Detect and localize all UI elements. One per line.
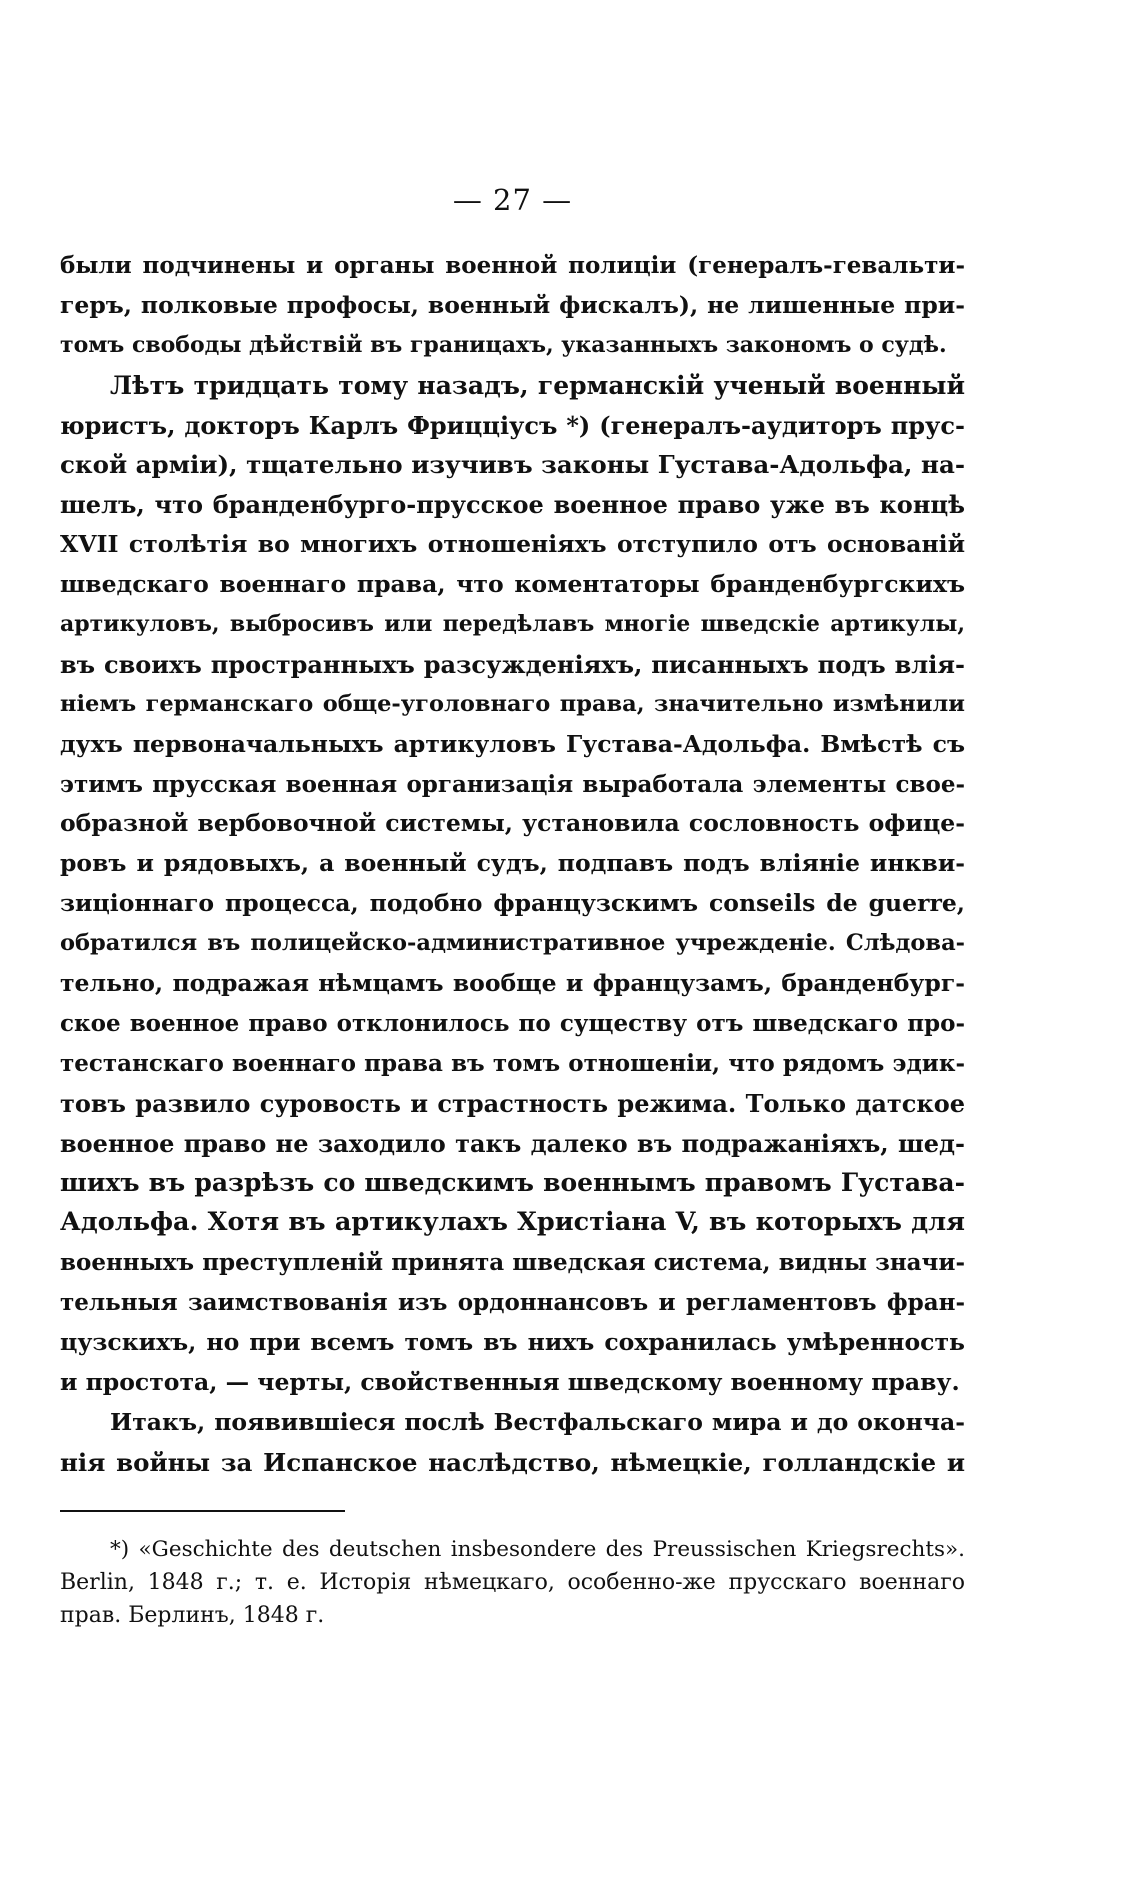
text-line: геръ, полковые профосы, военный фискалъ), не лишенные при- xyxy=(60,290,965,319)
text-line: Адольфа. Хотя въ артикулахъ Христіана V, въ которыхъ для xyxy=(60,1207,965,1238)
text-line: шихъ въ разрѣзъ со шведскимъ военнымъ правомъ Густава- xyxy=(60,1168,965,1198)
text-line: тестанскаго военнаго права въ томъ отношеніи, что рядомъ эдик- xyxy=(60,1049,965,1077)
text-line: зиціоннаго процесса, подобно французскимъ conseils de guerre, xyxy=(60,889,965,918)
text-line: ровъ и рядовыхъ, а военный судъ, подпавъ подъ вліяніе инкви- xyxy=(60,849,965,878)
text-line: въ своихъ пространныхъ разсужденіяхъ, писанныхъ подъ влія- xyxy=(60,649,965,679)
text-line: и простота, — черты, свойственныя шведскому военному праву. xyxy=(60,1367,960,1396)
text-line: образной вербовочной системы, установила сословность офице- xyxy=(60,809,965,838)
text-line: ской арміи), тщательно изучивъ законы Густава-Адольфа, на- xyxy=(60,450,965,480)
text-line: ніемъ германскаго обще-уголовнаго права, значительно измѣнили xyxy=(60,690,965,717)
text-line: духъ первоначальныхъ артикуловъ Густава-Адольфа. Вмѣстѣ съ xyxy=(60,729,965,758)
page-number: — 27 — xyxy=(452,183,573,217)
body-text xyxy=(60,246,965,1483)
footnote-line: *) «Geschichte des deutschen insbesondere des Preussischen Kriegsrechts». xyxy=(110,1537,965,1562)
text-line: тельныя заимствованія изъ ордоннансовъ и регламентовъ фран- xyxy=(60,1289,965,1317)
text-line: томъ свободы дѣйствій въ границахъ, указанныхъ закономъ о судѣ. xyxy=(60,331,947,358)
text-line: юристъ, докторъ Карлъ Фрицціусъ *) (генералъ-аудиторъ прус- xyxy=(60,410,965,440)
text-line: этимъ прусская военная организація выработала элементы свое- xyxy=(60,770,965,798)
book-page xyxy=(60,0,965,1887)
text-line: обратился въ полицейско-административное учрежденіе. Слѣдова- xyxy=(60,930,965,957)
text-line: шелъ, что бранденбурго-прусское военное право уже въ концѣ xyxy=(60,490,965,520)
text-line: были подчинены и органы военной полиціи (генералъ-гевальти- xyxy=(60,252,965,279)
text-line: нія войны за Испанское наслѣдство, нѣмецкіе, голландскіе и xyxy=(60,1447,965,1477)
text-line: ское военное право отклонилось по существу отъ шведскаго про- xyxy=(60,1009,965,1037)
text-line: Лѣтъ тридцать тому назадъ, германскій ученый военный xyxy=(110,370,965,400)
text-line: шведскаго военнаго права, что коментаторы бранденбургскихъ xyxy=(60,570,965,599)
text-line: товъ развило суровость и страстность режима. Только датское xyxy=(60,1088,965,1118)
footnote-line: прав. Берлинъ, 1848 г. xyxy=(60,1603,325,1628)
footnote-line: Berlin, 1848 г.; т. е. Исторія нѣмецкаго, особенно-же прусскаго военнаго xyxy=(60,1570,965,1595)
text-line: XVII столѣтія во многихъ отношеніяхъ отступило отъ основаній xyxy=(60,530,965,559)
footnote-divider xyxy=(60,1510,345,1512)
text-line: тельно, подражая нѣмцамъ вообще и французамъ, бранденбург- xyxy=(60,969,965,998)
text-line: военныхъ преступленій принята шведская система, видны значи- xyxy=(60,1249,965,1277)
text-line: цузскихъ, но при всемъ томъ въ нихъ сохранилась умѣренность xyxy=(60,1328,965,1357)
text-line: военное право не заходило такъ далеко въ подражаніяхъ, шед- xyxy=(60,1128,965,1158)
text-line: артикуловъ, выбросивъ или передѣлавъ многіе шведскіе артикулы, xyxy=(60,611,965,638)
text-line: Итакъ, появившіеся послѣ Вестфальскаго мира и до оконча- xyxy=(110,1407,965,1436)
footnote xyxy=(60,1533,965,1632)
